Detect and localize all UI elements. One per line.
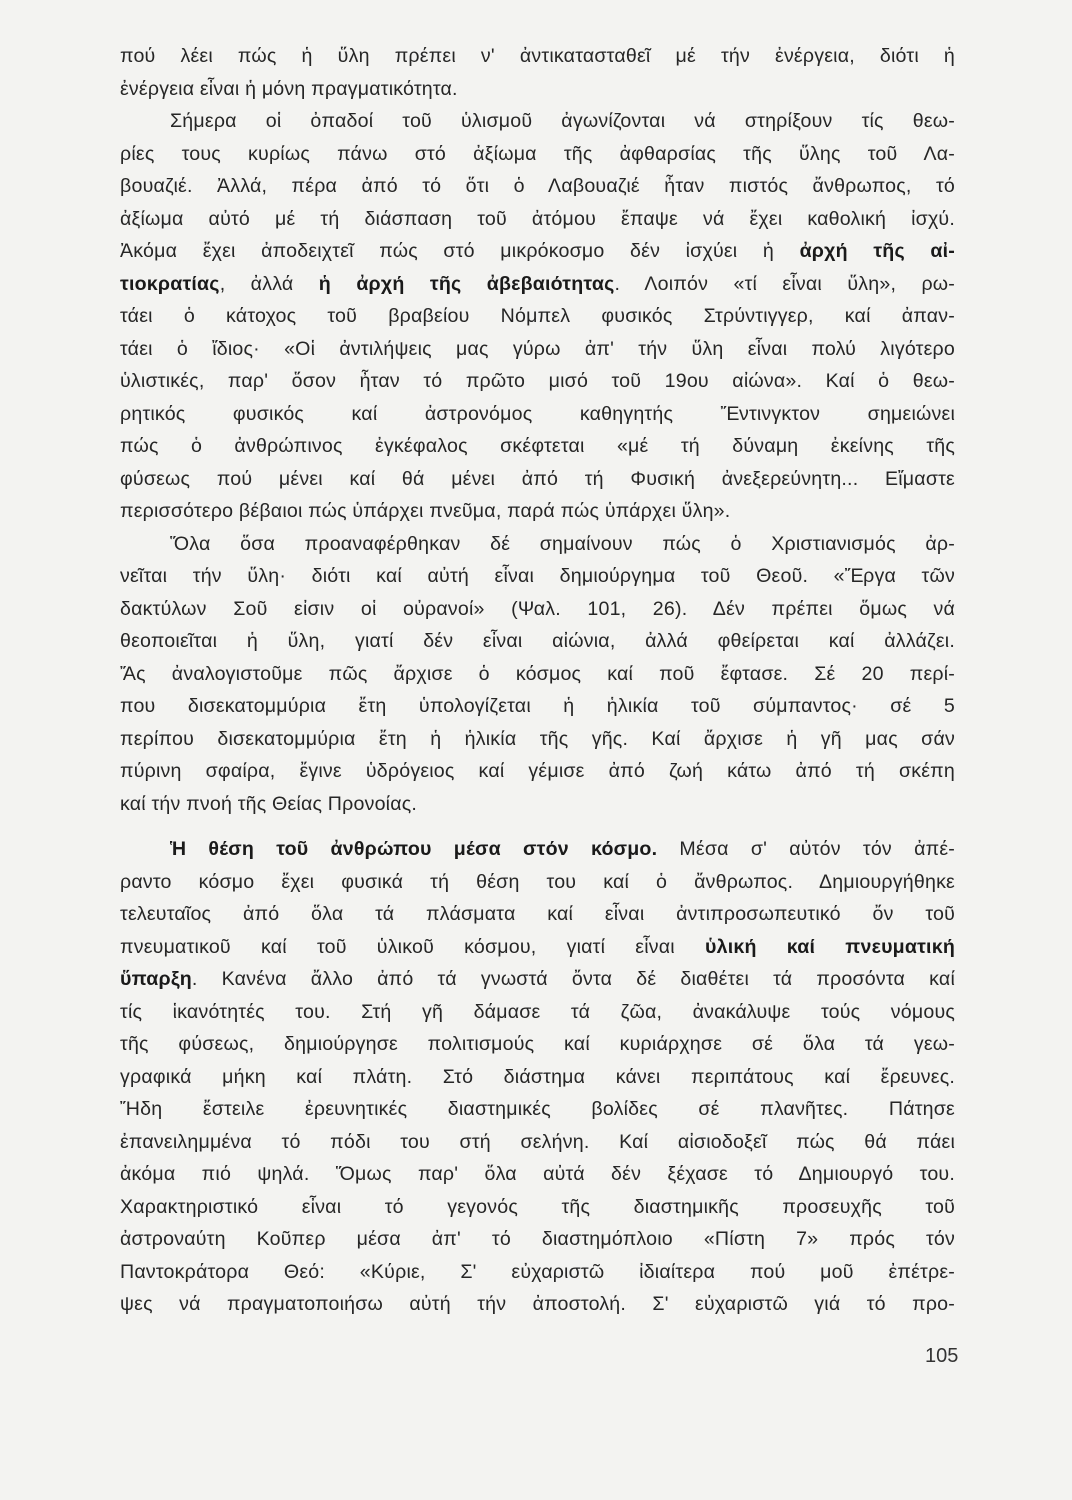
text-segment: τῆς φύσεως, δημιούργησε πολιτισμούς καί κυριάρχησε σέ ὅλα τά γεω- <box>120 1033 955 1055</box>
text-line <box>120 1290 955 1318</box>
text-line <box>120 595 955 623</box>
text-segment: Ἄς ἀναλογιστοῦμε πῶς ἄρχισε ὁ κόσμος καί ποῦ ἔφτασε. Σέ 20 περί- <box>120 662 955 685</box>
text-segment: ψες νά πραγματοποιήσω αὐτή τήν ἀποστολή. Σ' εὐχαριστῶ γιά τό προ- <box>120 1293 955 1315</box>
text-segment: , ἀλλά <box>219 272 319 295</box>
text-line <box>120 725 955 753</box>
text-segment: βουαζιέ. Ἀλλά, πέρα ἀπό τό ὅτι ὁ Λαβουαζιέ ἦταν πιστός ἄνθρωπος, τό <box>120 175 955 197</box>
text-segment: . Λοιπόν «τί εἶναι ὕλη», ρω- <box>614 272 956 295</box>
text-segment: Ὅλα ὅσα προαναφέρθηκαν δέ σημαίνουν πώς ὁ Χριστιανισμός ἀρ- <box>170 532 955 555</box>
text-line <box>120 237 955 265</box>
bold-text: Ἡ θέση τοῦ ἀνθρώπου μέσα στόν κόσμο. <box>170 838 658 860</box>
text-segment: . Κανένα ἄλλο ἀπό τά γνωστά ὄντα δέ διαθέτει τά προσόντα καί <box>191 968 955 990</box>
text-segment: περισσότερο βέβαιοι πώς ὑπάρχει πνεῦμα, παρά πώς ὑπάρχει ὕλη». <box>120 500 731 522</box>
text-segment: ἀστροναύτη Κοῦπερ μέσα ἀπ' τό διαστημόπλοιο «Πίστη 7» πρός τόν <box>120 1228 955 1250</box>
text-segment: ἐπανειλημμένα τό πόδι του στή σελήνη. Καί αἰσιοδοξεῖ πώς θά πάει <box>120 1130 955 1153</box>
bold-text: τιοκρατίας <box>120 272 220 295</box>
text-segment: δακτύλων Σοῦ εἰσιν οἱ οὐρανοί» (Ψαλ. 101, 26). Δέν πρέπει ὅμως νά <box>120 597 955 620</box>
text-line <box>120 627 955 655</box>
text-segment: φύσεως πού μένει καί θά μένει ἀπό τή Φυσική ἀνεξερεύνητη... Εἴμαστε <box>120 467 955 490</box>
text-segment: ἐνέργεια εἶναι ἡ μόνη πραγματικότητα. <box>120 77 458 100</box>
text-line <box>120 1160 955 1188</box>
text-segment: Ἤδη ἔστειλε ἐρευνητικές διαστημικές βολίδες σέ πλανῆτες. Πάτησε <box>120 1098 955 1120</box>
text-line <box>120 868 955 896</box>
text-segment: Μέσα σ' αὐτόν τόν ἀπέ- <box>657 838 955 860</box>
text-line <box>170 530 955 558</box>
text-line <box>120 42 955 70</box>
text-line <box>120 757 955 785</box>
text-segment: πώς ὁ ἀνθρώπινος ἐγκέφαλος σκέφτεται «μέ τή δύναμη ἐκείνης τῆς <box>120 435 955 457</box>
text-segment: Παντοκράτορα Θεό: «Κύριε, Σ' εὐχαριστῶ ἰδιαίτερα πού μοῦ ἐπέτρε- <box>120 1260 955 1283</box>
text-segment: ἀκόμα πιό ψηλά. Ὅμως παρ' ὅλα αὐτά δέν ξέχασε τό Δημιουργό του. <box>120 1163 955 1185</box>
text-line <box>120 497 955 525</box>
text-line <box>120 1030 955 1058</box>
text-line <box>120 1258 955 1286</box>
text-line <box>120 302 955 330</box>
text-line <box>170 835 955 863</box>
text-line <box>120 400 955 428</box>
text-segment: πύρινη σφαίρα, ἔγινε ὑδρόγειος καί γέμισε ἀπό ζωή κάτω ἀπό τή σκέπη <box>120 760 955 782</box>
text-line <box>120 1095 955 1123</box>
text-line <box>120 367 955 395</box>
text-segment: ραντο κόσμο ἔχει φυσικά τή θέση του καί ὁ ἄνθρωπος. Δημιουργήθηκε <box>120 870 955 893</box>
text-line <box>120 465 955 493</box>
text-line <box>120 562 955 590</box>
text-segment: θεοποιεῖται ἡ ὕλη, γιατί δέν εἶναι αἰώνια, ἀλλά φθείρεται καί ἀλλάζει. <box>120 630 955 652</box>
bold-text: ἡ ἀρχή τῆς ἀβεβαιότητας <box>318 272 615 295</box>
page-number: 105 <box>925 1345 959 1367</box>
text-line <box>120 790 955 818</box>
text-segment: τελευταῖος ἀπό ὅλα τά πλάσματα καί εἶναι ἀντιπροσωπευτικό ὄν τοῦ <box>120 903 955 925</box>
text-segment: ἀξίωμα αὐτό μέ τή διάσπαση τοῦ ἀτόμου ἔπαψε νά ἔχει καθολική ἰσχύ. <box>120 207 955 230</box>
text-line <box>120 1193 955 1221</box>
text-segment: γραφικά μήκη καί πλάτη. Στό διάστημα κάνει περιπάτους καί ἔρευνες. <box>120 1065 955 1088</box>
text-segment: ρητικός φυσικός καί ἀστρονόμος καθηγητής Ἔντινγκτον σημειώνει <box>120 402 955 425</box>
text-line <box>120 900 955 928</box>
text-segment: ὑλιστικές, παρ' ὅσον ἦταν τό πρῶτο μισό τοῦ 19ου αἰώνα». Καί ὁ θεω- <box>120 370 955 392</box>
text-segment: περίπου δισεκατομμύρια ἔτη ἡ ἡλικία τῆς γῆς. Καί ἄρχισε ἡ γῆ μας σάν <box>120 727 955 750</box>
text-line <box>120 270 955 298</box>
text-line <box>170 107 955 135</box>
text-line <box>120 1225 955 1253</box>
bold-text: ἀρχή τῆς αἰ- <box>799 240 955 262</box>
text-segment: πού λέει πώς ἡ ὕλη πρέπει ν' ἀντικατασταθεῖ μέ τήν ἐνέργεια, διότι ἡ <box>120 45 955 67</box>
text-line <box>120 1128 955 1156</box>
text-segment: καί τήν πνοή τῆς Θείας Προνοίας. <box>120 792 418 815</box>
text-line <box>120 140 955 168</box>
bold-text: ὕπαρξη <box>120 968 192 990</box>
text-line <box>120 432 955 460</box>
bold-text: ὑλική καί πνευματική <box>705 935 955 958</box>
text-segment: Ἀκόμα ἔχει ἀποδειχτεῖ πώς στό μικρόκοσμο δέν ἰσχύει ἡ <box>120 240 800 262</box>
text-line <box>120 75 955 103</box>
text-line <box>120 205 955 233</box>
text-segment: τίς ἱκανότητές του. Στή γῆ δάμασε τά ζῶα, ἀνακάλυψε τούς νόμους <box>120 1000 955 1023</box>
text-line <box>120 335 955 363</box>
text-line <box>120 1063 955 1091</box>
text-segment: που δισεκατομμύρια ἔτη ὑπολογίζεται ἡ ἡλικία τοῦ σύμπαντος· σέ 5 <box>120 695 955 717</box>
text-segment: Χαρακτηριστικό εἶναι τό γεγονός τῆς διαστημικῆς προσευχῆς τοῦ <box>120 1195 955 1218</box>
text-line <box>120 998 955 1026</box>
text-segment: πνευματικοῦ καί τοῦ ὑλικοῦ κόσμου, γιατί εἶναι <box>120 935 705 958</box>
text-line <box>120 965 955 993</box>
text-line <box>120 660 955 688</box>
text-segment: νεῖται τήν ὕλη· διότι καί αὐτή εἶναι δημιούργημα τοῦ Θεοῦ. «Ἔργα τῶν <box>120 565 955 587</box>
text-segment: Σήμερα οἱ ὀπαδοί τοῦ ὑλισμοῦ ἀγωνίζονται νά στηρίξουν τίς θεω- <box>170 110 955 132</box>
text-line <box>120 172 955 200</box>
text-segment: ρίες τους κυρίως πάνω στό ἀξίωμα τῆς ἀφθαρσίας τῆς ὕλης τοῦ Λα- <box>120 142 955 165</box>
text-segment: τάει ὁ ἴδιος· «Οἱ ἀντιλήψεις μας γύρω ἀπ' τήν ὕλη εἶναι πολύ λιγότερο <box>120 337 955 360</box>
text-line <box>120 692 955 720</box>
text-line <box>120 933 955 961</box>
text-segment: τάει ὁ κάτοχος τοῦ βραβείου Νόμπελ φυσικός Στρύντιγγερ, καί ἀπαν- <box>120 305 955 327</box>
